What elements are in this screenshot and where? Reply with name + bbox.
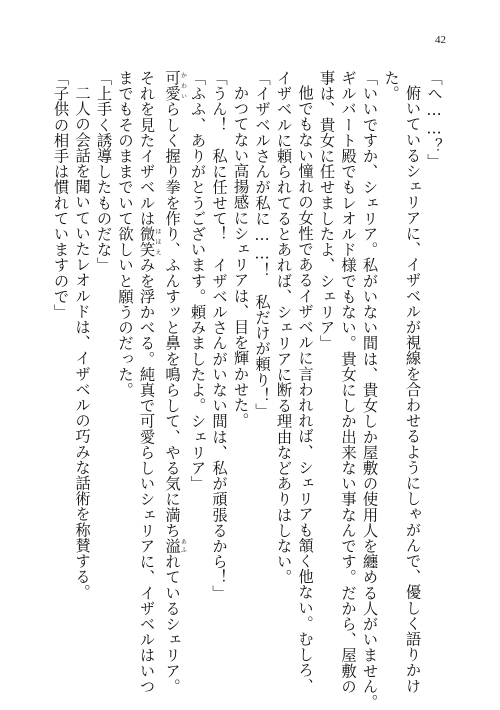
ruby-annotation: 微笑ほほえ: [137, 226, 161, 258]
text-line: 「うん！ 私に任せて！ イザベルさんがいない間は、私が頑張るから！」: [210, 70, 228, 601]
ruby-reading: ほほえ: [154, 226, 161, 258]
text-line: 事は、貴女に任せましたよ、シェリア」: [317, 70, 336, 351]
ruby-reading: あふ: [179, 538, 187, 554]
text-line: 「いいですか、シェリア。私がいない間は、貴女しか屋敷の使用人を纏める人がいません。: [360, 70, 379, 710]
text-line: 二人の会話を聞いていたレオルドは、イザベルの巧みな話術を称賛する。: [73, 85, 91, 601]
text-line: それを見たイザベルは微笑ほほえみを浮かべる。純真で可愛らしいシェリアに、イザベルはいつ: [137, 70, 161, 695]
text-line: かつてない高揚感にシェリアは、目を輝かせた。: [231, 85, 250, 429]
text-line: た。: [382, 70, 400, 102]
text-line: までもそのままでいて欲しいと願うのだった。: [116, 70, 134, 398]
text-line: イザベルに頼られてるとあれば、シェリアに断る理由などありはしない。: [274, 70, 293, 585]
vertical-text-body: [49, 70, 444, 710]
text-line: 「へ……？」: [425, 70, 443, 169]
text-line: 「上手く誘導したものだな」: [94, 70, 113, 273]
ruby-reading: かわい: [179, 70, 187, 102]
ruby-annotation: 可愛かわい: [163, 70, 187, 102]
ruby-annotation: 溢あふ: [163, 538, 187, 554]
page-number: 42: [435, 34, 446, 46]
text-line: 「ふふ、ありがとうございます。頼みましたよ。シェリア」: [188, 70, 207, 492]
text-line: 可愛かわいらしく握り拳を作り、ふんすッと鼻を鳴らして、やる気に満ち溢あふれているシェリア。: [163, 70, 187, 695]
text-line: 「子供の相手は慣れていますので」: [51, 70, 70, 320]
text-line: 他でもない憧れの女性であるイザベルに言われれば、シェリアも頷く他ない。むしろ、: [296, 85, 314, 694]
text-line: ギルバート殿でもレオルド様でもない。貴女にしか出来ない事なんです。だから、屋敷の: [339, 70, 357, 694]
text-line: 「イザベルさんが私に……！ 私だけが頼り！」: [253, 70, 271, 419]
text-line: 俯いているシェリアに、イザベルが視線を合わせるようにしゃがんで、優しく語りかけ: [403, 85, 422, 694]
